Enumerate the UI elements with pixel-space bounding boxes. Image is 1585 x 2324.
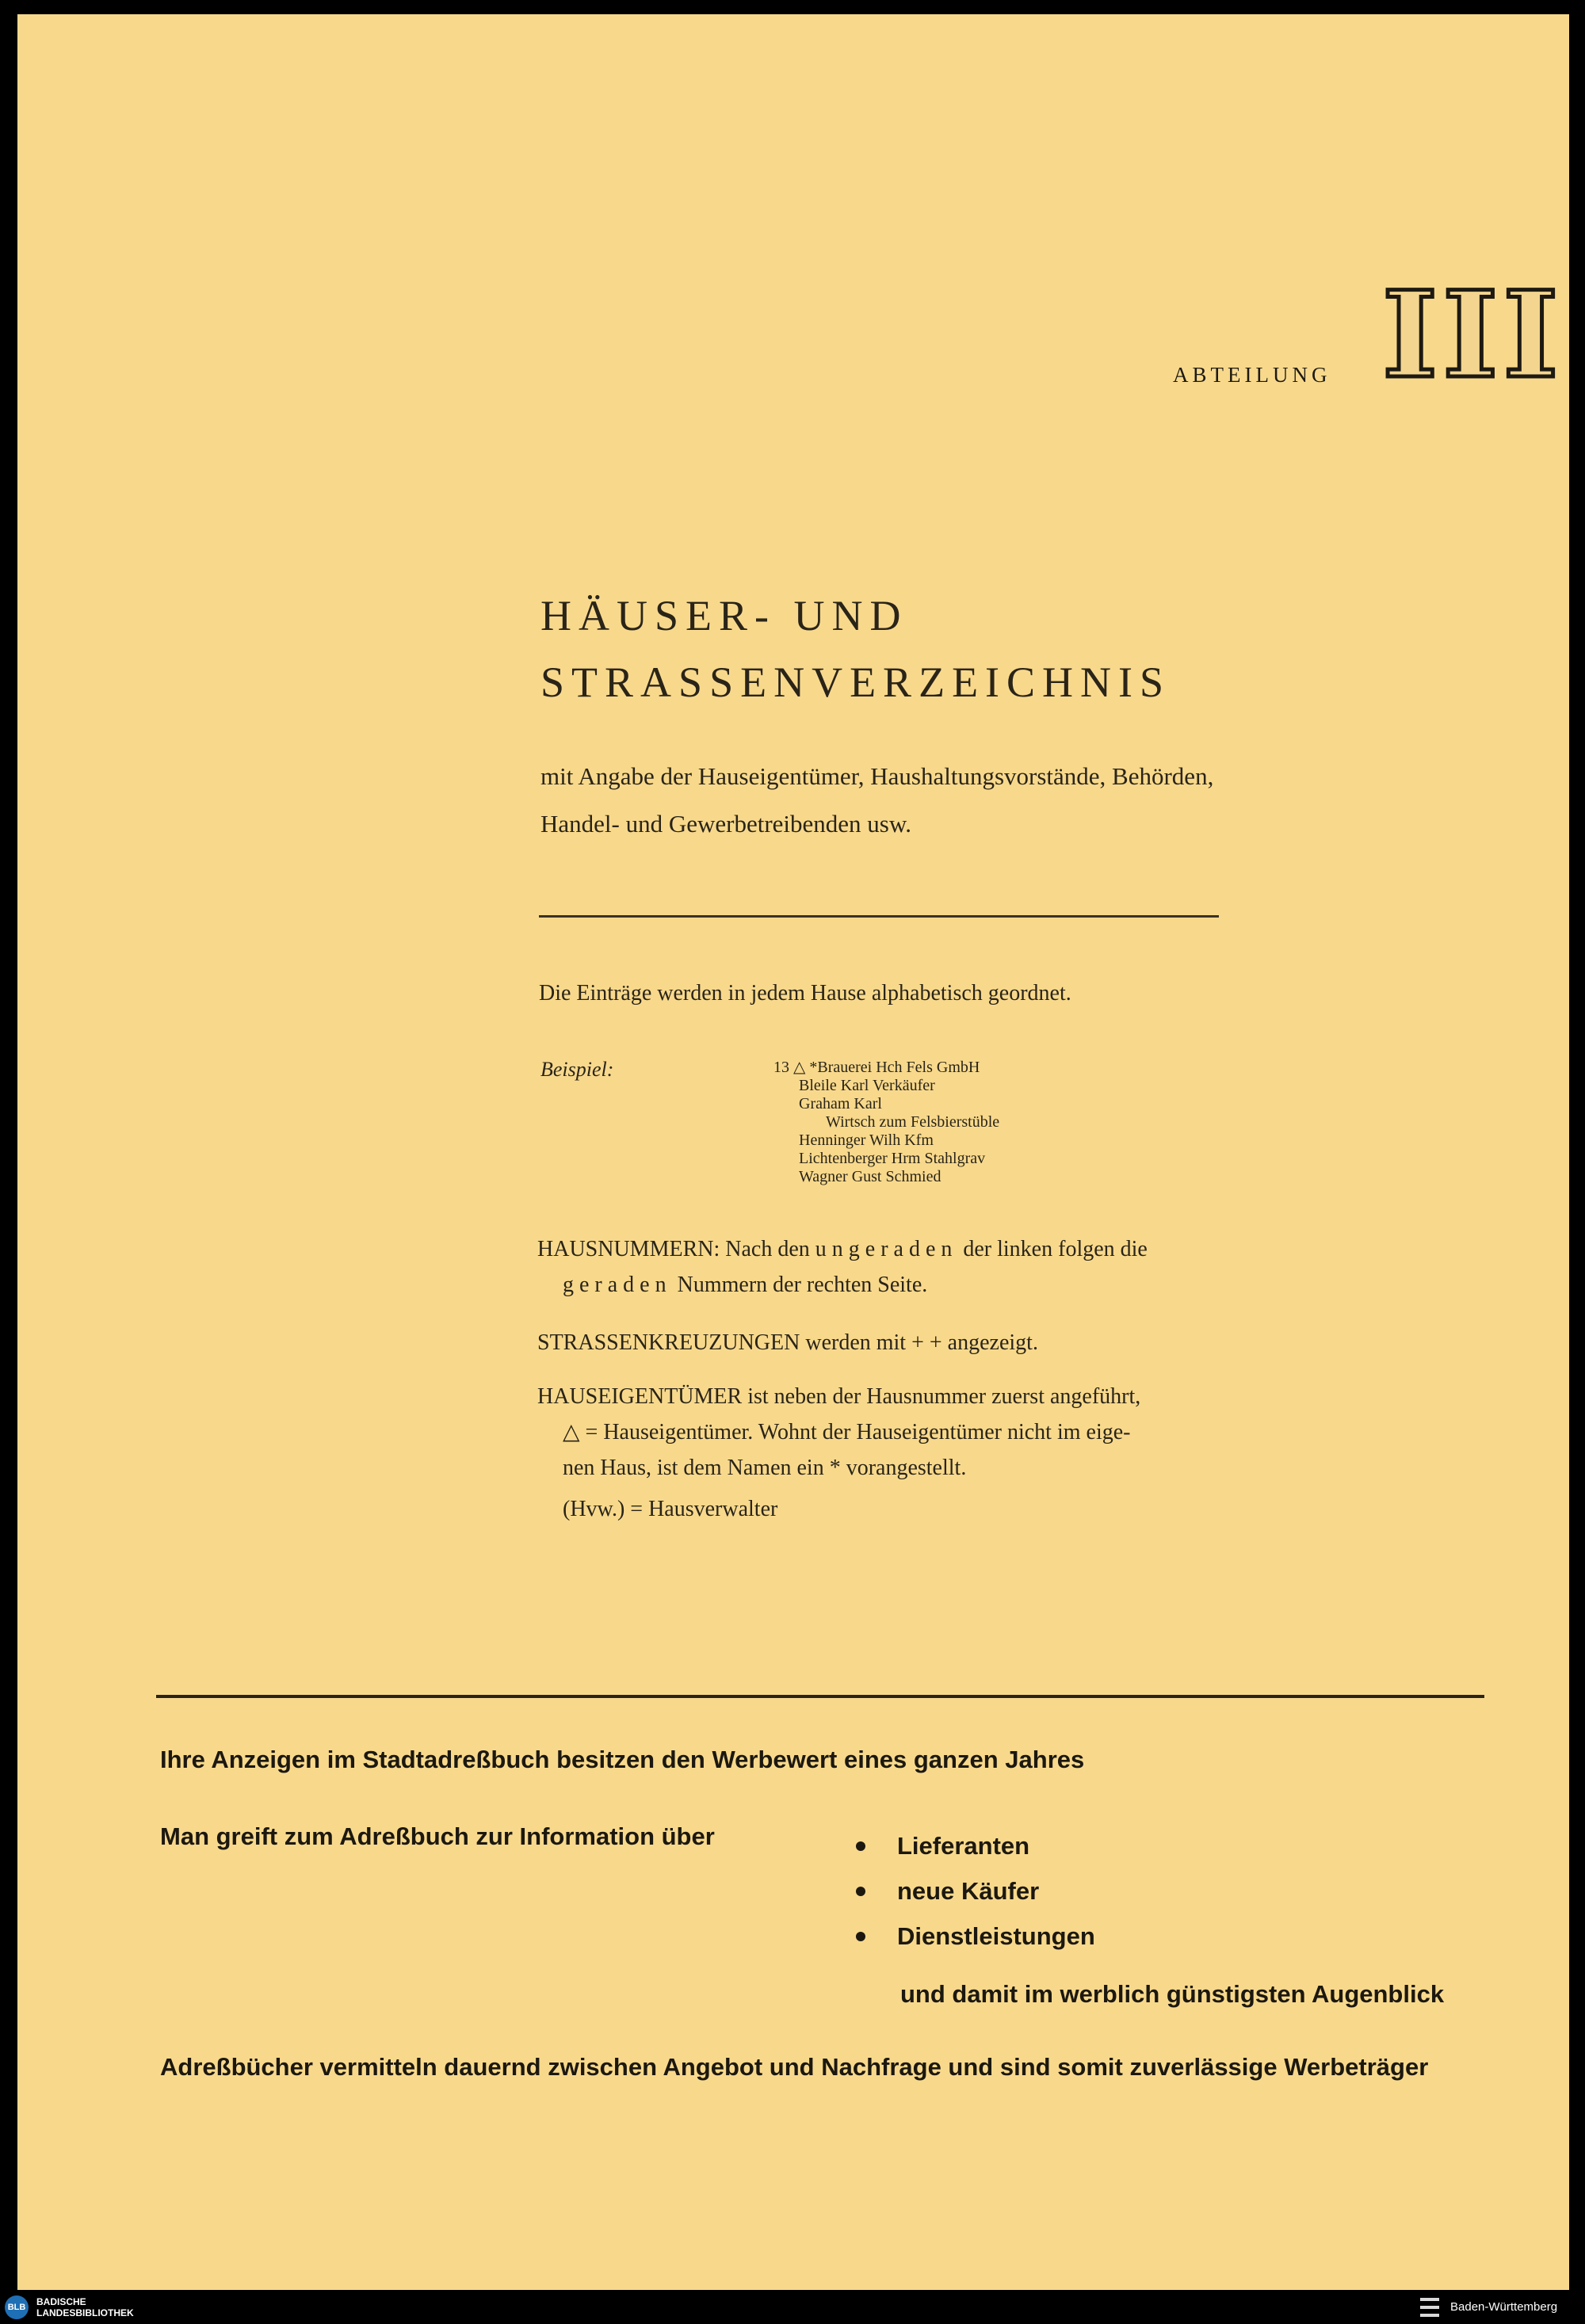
example-line: Lichtenberger Hrm Stahlgrav — [799, 1150, 986, 1167]
list-item-label: neue Käufer — [897, 1876, 1040, 1905]
eigentuemer-line: △ = Hauseigentümer. Wohnt der Hauseigentümer nicht im eige- — [563, 1420, 1131, 1444]
title-line-1: HÄUSER- UND — [540, 592, 908, 639]
note-kreuzungen: STRASSENKREUZUNGEN werden mit + + angezeigt. — [537, 1330, 1038, 1355]
bw-lions-icon — [1420, 2298, 1439, 2317]
intro-text: Die Einträge werden in jedem Hause alphabetisch geordnet. — [539, 981, 1071, 1006]
example-line: Wirtsch zum Felsbierstüble — [826, 1113, 1000, 1131]
note-hausnummern — [537, 1231, 1235, 1303]
ad-moment-line: und damit im werblich günstigsten Augenblick — [900, 1980, 1445, 2008]
blb-line: LANDESBIBLIOTHEK — [36, 2307, 134, 2318]
ad-info-line: Man greift zum Adreßbuch zur Information über — [160, 1822, 715, 1850]
ad-bullet-list — [856, 1823, 1095, 1959]
eigentuemer-line: HAUSEIGENTÜMER ist neben der Hausnummer zuerst angeführt, — [537, 1384, 1141, 1409]
example-entry — [773, 1059, 999, 1186]
hausnummern-text: Nach den — [725, 1237, 810, 1261]
list-item — [856, 1914, 1095, 1959]
example-line: Wagner Gust Schmied — [799, 1168, 941, 1185]
hausnummern-heading: HAUSNUMMERN: — [537, 1237, 720, 1261]
note-hvw: (Hvw.) = Hausverwalter — [563, 1497, 778, 1521]
section-label: ABTEILUNG — [1173, 363, 1331, 387]
example-line: 13 △ *Brauerei Hch Fels GmbH — [773, 1059, 980, 1076]
list-item — [856, 1868, 1095, 1914]
ad-closing-line: Adreßbücher vermitteln dauernd zwischen Angebot und Nachfrage und sind somit zuverlässige Werbeträger — [160, 2053, 1429, 2081]
example-line: Bleile Karl Verkäufer — [799, 1077, 935, 1094]
blb-line: BADISCHE — [36, 2296, 86, 2307]
bullet-icon — [856, 1887, 865, 1896]
document-page — [17, 14, 1569, 2290]
blb-logo-icon: BLB — [5, 2295, 29, 2319]
example-line: Graham Karl — [799, 1095, 882, 1112]
hausnummern-text: der linken folgen die — [963, 1237, 1148, 1261]
list-item-label: Lieferanten — [897, 1831, 1030, 1860]
hausnummern-text: Nummern der rechten Seite. — [677, 1273, 928, 1297]
subtitle: mit Angabe der Hauseigentümer, Haushaltungsvorstände, Behörden, Handel- und Gewerbetreibenden usw. — [540, 762, 1214, 838]
bullet-icon — [856, 1932, 865, 1941]
list-item-label: Dienstleistungen — [897, 1921, 1095, 1950]
list-item — [856, 1823, 1095, 1868]
hausnummern-even: geraden — [563, 1273, 672, 1297]
bw-logo-text: Baden-Württemberg — [1450, 2300, 1558, 2314]
eigentuemer-line: nen Haus, ist dem Namen ein * vorangestellt. — [563, 1456, 967, 1480]
note-eigentuemer — [537, 1379, 1235, 1486]
bullet-icon — [856, 1841, 865, 1851]
section-numeral: III — [1382, 265, 1564, 405]
blb-logo-text — [36, 2296, 134, 2318]
ad-headline: Ihre Anzeigen im Stadtadreßbuch besitzen den Werbewert eines ganzen Jahres — [160, 1746, 1085, 1773]
divider-short — [539, 915, 1219, 918]
divider-long — [156, 1695, 1484, 1698]
hausnummern-odd: ungeraden — [815, 1237, 958, 1261]
example-line: Henninger Wilh Kfm — [799, 1131, 934, 1149]
viewer-footer — [0, 2290, 1585, 2324]
example-label: Beispiel: — [540, 1058, 614, 1081]
title-line-2: STRASSENVERZEICHNIS — [540, 658, 1171, 706]
